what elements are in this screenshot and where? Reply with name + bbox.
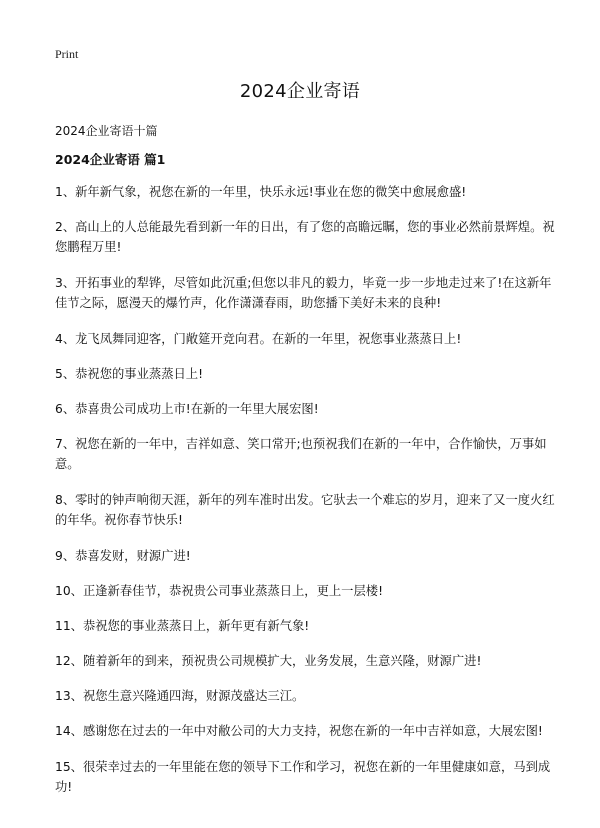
list-item: 14、感谢您在过去的一年中对敝公司的大力支持，祝您在新的一年中吉祥如意，大展宏图! [55,724,543,738]
section-heading: 2024企业寄语 篇1 [55,152,166,167]
page-title: 2024企业寄语 [239,81,361,102]
list-item: 10、正逢新春佳节，恭祝贵公司事业蒸蒸日上，更上一层楼! [55,584,383,598]
list-item: 12、随着新年的到来，预祝贵公司规模扩大，业务发展，生意兴隆，财源广进! [55,654,482,668]
list-item: 2、高山上的人总能最先看到新一年的日出，有了您的高瞻远瞩，您的事业必然前景辉煌。祝您鹏程万里! [55,220,555,254]
list-item: 3、开拓事业的犁铧，尽管如此沉重;但您以非凡的毅力，毕竟一步一步地走过来了!在这新年佳节之际，愿漫天的爆竹声，化作潇潇春雨，助您播下美好未来的良种! [55,276,552,310]
list-item: 7、祝您在新的一年中，吉祥如意、笑口常开;也预祝我们在新的一年中，合作愉快，万事如意。 [55,437,547,471]
wish-list [55,182,555,813]
list-item: 13、祝您生意兴隆通四海，财源茂盛达三江。 [55,689,305,703]
document-subtitle: 2024企业寄语十篇 [55,124,158,138]
print-link[interactable]: Print [55,47,79,61]
list-item: 9、恭喜发财，财源广进! [55,549,191,563]
list-item: 5、恭祝您的事业蒸蒸日上! [55,367,204,381]
list-item: 8、零时的钟声响彻天涯，新年的列车准时出发。它驮去一个难忘的岁月，迎来了又一度火红的年华。祝你春节快乐! [55,493,555,527]
list-item: 11、恭祝您的事业蒸蒸日上，新年更有新气象! [55,619,310,633]
list-item: 1、新年新气象，祝您在新的一年里，快乐永远!事业在您的微笑中愈展愈盛! [55,185,467,199]
list-item: 4、龙飞凤舞同迎客，门敞筵开竞向君。在新的一年里，祝您事业蒸蒸日上! [55,332,462,346]
list-item: 15、很荣幸过去的一年里能在您的领导下工作和学习，祝您在新的一年里健康如意，马到成功! [55,760,551,794]
list-item: 6、恭喜贵公司成功上市!在新的一年里大展宏图! [55,402,319,416]
